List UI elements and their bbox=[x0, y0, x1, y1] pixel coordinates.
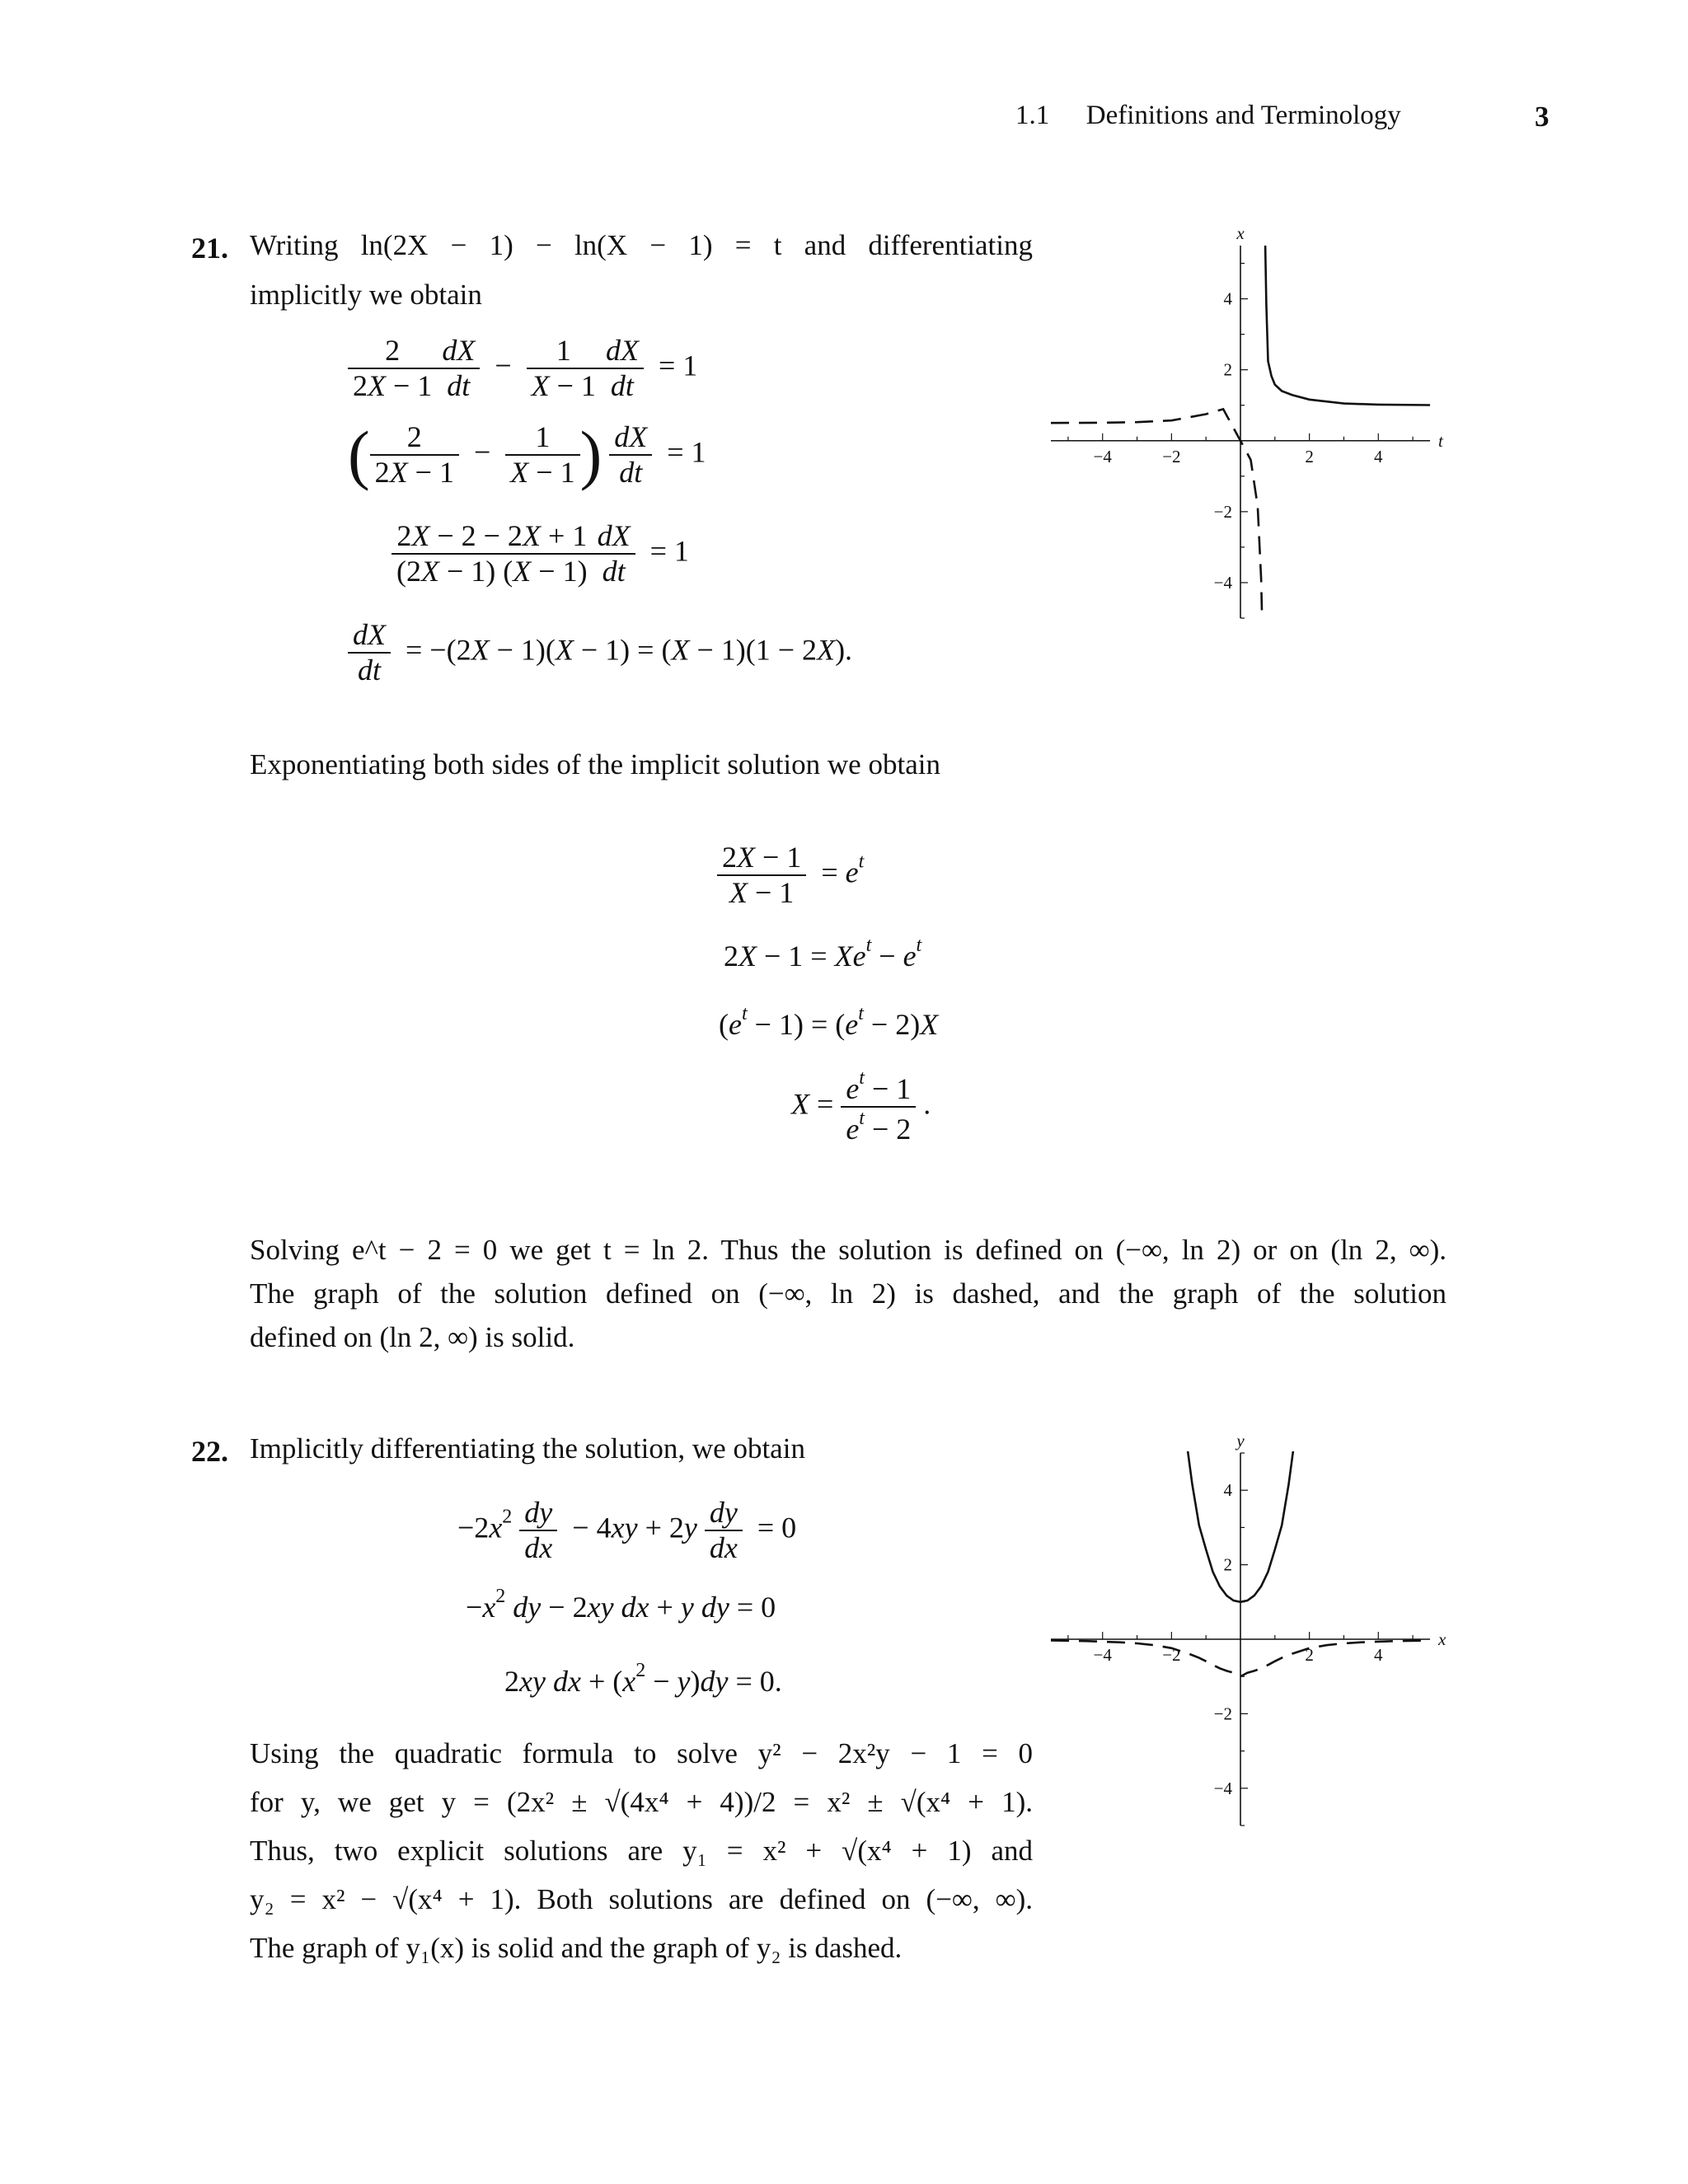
equation-21-4: $\frac{dX}{dt}$ = −(2X − 1)(X − 1) = (X − 1)(1 − 2X). bbox=[348, 618, 852, 688]
chart21-x-tick-label: 2 bbox=[1305, 446, 1314, 466]
chart22-x-tick-label: −2 bbox=[1162, 1645, 1181, 1665]
problem-22-intro: Implicitly differentiating the solution, we obtain bbox=[250, 1432, 805, 1465]
problem-21-intro-line2: implicitly we obtain bbox=[250, 279, 482, 311]
chart22-y-tick-label: −4 bbox=[1213, 1778, 1232, 1798]
equation-21-5: $\frac{2X - 1}{X - 1}$ = $e^t$ bbox=[717, 841, 864, 911]
equation-22-2: $-x^2$ dy − 2xy dx + y dy = 0 bbox=[466, 1586, 776, 1624]
chart21-y-axis-label: x bbox=[1236, 223, 1245, 243]
conclusion-line2: The graph of the solution defined on (−∞, ln 2) is dashed, and the graph of the solution bbox=[250, 1277, 1447, 1310]
chart21-x-tick-label: −4 bbox=[1093, 446, 1112, 466]
chart22-y-tick-label: 2 bbox=[1223, 1554, 1232, 1575]
equation-21-2: ( $\frac{2}{2X - 1}$ − $\frac{1}{X - 1}$ ) $\frac{dX}{dt}$ = 1 bbox=[348, 419, 706, 492]
chart21-y-tick-label: −2 bbox=[1213, 501, 1232, 522]
conclusion-line3: defined on (ln 2, ∞) is solid. bbox=[250, 1321, 575, 1353]
chart22-y-tick-label: 4 bbox=[1223, 1480, 1232, 1501]
chart22-x-tick-label: 2 bbox=[1305, 1645, 1314, 1665]
equation-22-3: 2xy dx + $(x^2 - y)dy = 0$. bbox=[504, 1660, 782, 1698]
chart22-x-axis-label: x bbox=[1438, 1629, 1447, 1649]
exponentiating-intro: Exponentiating both sides of the implicit solution we obtain bbox=[250, 748, 940, 780]
equation-21-1: $\frac{2}{2X - 1}$ $\frac{dX}{dt}$ − $\frac{1}{X - 1}$ $\frac{dX}{dt}$ = 1 bbox=[348, 334, 697, 404]
chart22-y-tick-label: −2 bbox=[1213, 1704, 1232, 1724]
chart21-series-dashed bbox=[1051, 409, 1263, 635]
conclusion-line1: Solving e^t − 2 = 0 we get t = ln 2. Thus the solution is defined on (−∞, ln 2) or on (ln 2, ∞). bbox=[250, 1234, 1447, 1266]
problem-21-conclusion bbox=[250, 1228, 1447, 1359]
chart21-y-tick-label: 4 bbox=[1223, 288, 1232, 309]
chart22-y-axis-label: y bbox=[1236, 1431, 1245, 1451]
chart21-x-tick-label: 4 bbox=[1374, 446, 1383, 466]
graph-problem-22 bbox=[1039, 1430, 1451, 1842]
equation-21-6: $2X - 1 = Xe^t - e^t$ bbox=[724, 935, 922, 972]
chart21-y-tick-label: −4 bbox=[1213, 572, 1232, 593]
equation-21-3: $\frac{2X - 2 - 2X + 1}{(2X - 1) (X - 1)}$ $\frac{dX}{dt}$ = 1 bbox=[392, 519, 689, 589]
equation-22-1: $-2x^2$ $\frac{dy}{dx}$ − 4xy + 2y $\frac{dy}{dx}$ = 0 bbox=[457, 1496, 797, 1565]
page-number: 3 bbox=[1535, 101, 1550, 133]
chart22-x-tick-label: −4 bbox=[1093, 1645, 1112, 1665]
problem-22-text bbox=[250, 1729, 1033, 1972]
section-title: Definitions and Terminology bbox=[1085, 101, 1401, 130]
chart21-x-tick-label: −2 bbox=[1162, 446, 1181, 466]
chart21-series-solid bbox=[1265, 246, 1430, 405]
p22-line2: for y, we get y = (2x² ± √(4x⁴ + 4))/2 = x² ± √(x⁴ + 1). bbox=[250, 1786, 1033, 1818]
chart21-x-axis-label: t bbox=[1438, 430, 1443, 451]
p22-line1: Using the quadratic formula to solve y² − 2x²y − 1 = 0 bbox=[250, 1737, 1033, 1769]
p22-line3: Thus, two explicit solutions are y₁ = x² + √(x⁴ + 1) and bbox=[250, 1835, 1033, 1867]
problem-21-intro-line1: Writing ln(2X − 1) − ln(X − 1) = t and differentiating bbox=[250, 229, 1033, 261]
problem-22-number: 22. bbox=[191, 1435, 228, 1468]
p22-line4: y₂ = x² − √(x⁴ + 1). Both solutions are defined on (−∞, ∞). bbox=[250, 1883, 1033, 1915]
section-number: 1.1 bbox=[1015, 101, 1050, 130]
running-header bbox=[1015, 102, 1401, 129]
problem-21-number: 21. bbox=[191, 232, 228, 265]
p22-line5: The graph of y₁(x) is solid and the graph of y₂ is dashed. bbox=[250, 1932, 903, 1964]
equation-21-7: $(e^t - 1) = (e^t - 2)X$ bbox=[719, 1003, 939, 1041]
chart21-y-tick-label: 2 bbox=[1223, 359, 1232, 380]
graph-problem-21 bbox=[1039, 223, 1451, 635]
equation-21-8: X = $\frac{e^t - 1}{e^t - 2}$ . bbox=[791, 1067, 931, 1146]
chart22-x-tick-label: 4 bbox=[1374, 1645, 1383, 1665]
